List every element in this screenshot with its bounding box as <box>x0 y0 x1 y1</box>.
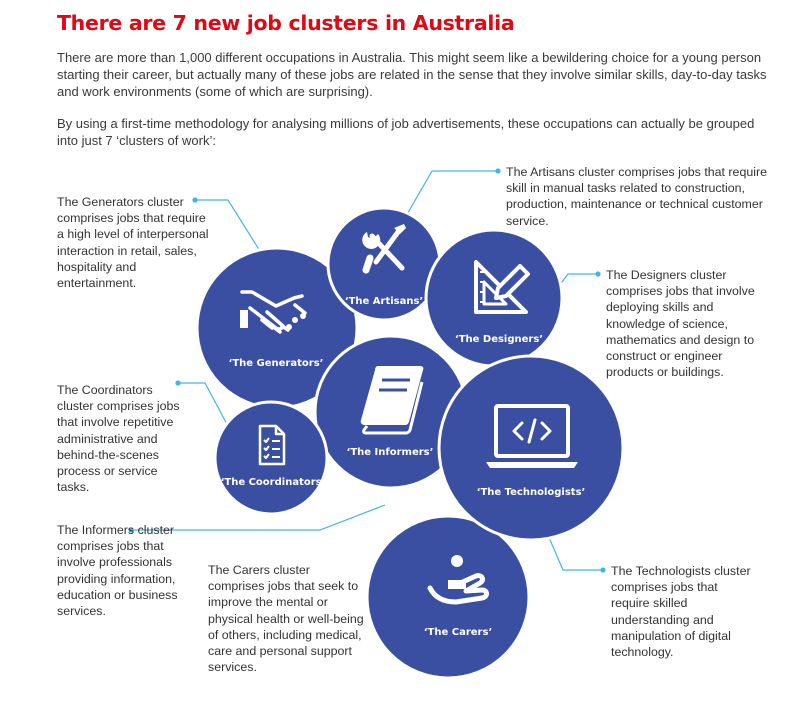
coordinators-label: ‘The Coordinators’ <box>220 477 326 488</box>
artisans-label: ‘The Artisans’ <box>344 296 424 307</box>
coordinators-description: The Coordinators cluster comprises jobs that involve repetitive administrative and behind-the-scenes process or service tasks. <box>57 383 180 495</box>
artisans-description: The Artisans cluster comprises jobs that require skill in manual tasks related to construction, production, maintenance or technical customer service. <box>506 165 768 228</box>
circle-coordinators <box>215 402 327 514</box>
designers-description: The Designers cluster comprises jobs that involve deploying skills and knowledge of science, mathematics and design to construct or engineer products or buildings. <box>606 268 755 380</box>
circle-artisans <box>328 208 440 320</box>
intro-paragraph-2: By using a first-time methodology for analysing millions of job advertisements, these occupations can actually be grouped into just 7 ‘clusters of work’: <box>57 116 755 148</box>
generators-description: The Generators cluster comprises jobs that require a high level of interpersonal interaction in retail, sales, hospitality and entertainment. <box>57 195 209 291</box>
circle-technologists <box>439 356 623 540</box>
technologists-label: ‘The Technologists’ <box>476 487 586 498</box>
designers-label: ‘The Designers’ <box>454 334 544 345</box>
circle-carers <box>367 516 529 678</box>
intro-paragraph-1: There are more than 1,000 different occupations in Australia. This might seem like a bewildering choice for a young person starting their career, but actually many of these jobs are related in the sense that they involve similar skills, day-to-day tasks and work environments (some of which are surprising). <box>57 50 767 99</box>
carers-description: The Carers cluster comprises jobs that seek to improve the mental or physical health or well-being of others, including medical, care and personal support services. <box>208 563 364 675</box>
carers-label: ‘The Carers’ <box>423 627 493 638</box>
informers-description: The Informers cluster comprises jobs that involve professionals providing information, education or business services. <box>57 523 178 619</box>
generators-label: ‘The Generators’ <box>228 358 324 369</box>
technologists-description: The Technologists cluster comprises jobs that require skilled understanding and manipulation of digital technology. <box>611 564 751 660</box>
circle-designers <box>426 230 562 366</box>
page-title: There are 7 new job clusters in Australia <box>57 11 515 35</box>
informers-label: ‘The Informers’ <box>346 447 434 458</box>
